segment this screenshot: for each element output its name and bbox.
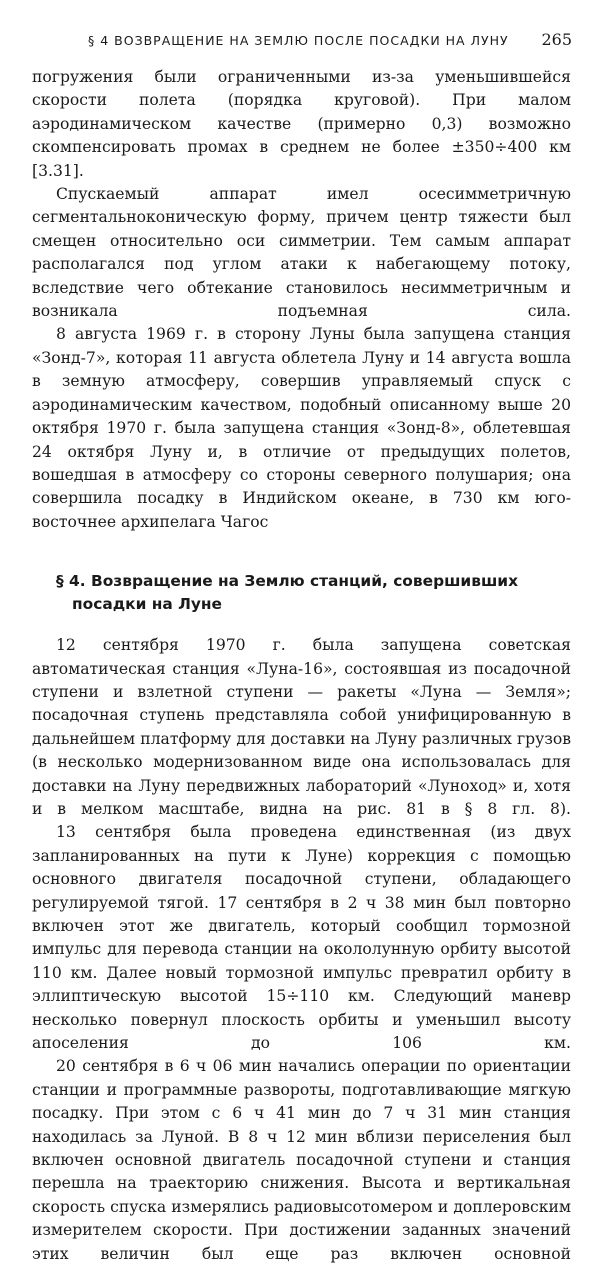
paragraph-continuation: погружения были ограниченными из-за уменьшившейся скорости полета (порядка круговой). При малом аэродинамическом качестве (примерно 0,3) возможно скомпенсировать промах в среднем не более ±350÷400 км [3.31]. <box>32 68 571 180</box>
paragraph-luna16-launch: 12 сентября 1970 г. была запущена советская автоматическая станция «Луна-16», состоявшая из посадочной ступени и взлетной ступени — ракеты «Луна — Земля»; посадочная ступень представляла собой унифицированную в дальнейшем платформу для доставки на Луну различных грузов (в несколько модернизованном виде она использовалась для доставки на Луну передвижных лабораторий «Луноход» и, хотя и в мелком масштабе, видна на рис. 81 в § 8 гл. 8). <box>32 636 571 818</box>
running-header <box>56 30 572 52</box>
paragraph-luna16-landing: 20 сентября в 6 ч 06 мин начались операции по ориентации станции и программные развороты, подготавливающие мягкую посадку. При этом с 6 ч 41 мин до 7 ч 31 мин станция находилась за Луной. В 8 ч 12 мин вблизи периселения был включен основной двигатель посадочной ступени и станция перешла на траекторию снижения. Высота и вертикальная скорость спуска измерялись радиовысотомером и доплеровским измерителем скорости. При достижении заданных значений этих величин был еще раз включен основной <box>32 1057 571 1263</box>
page-body <box>32 66 571 1266</box>
paragraph-descent-capsule: Спускаемый аппарат имел осесимметричную сегментальноконическую форму, причем центр тяжести был смещен относительно оси симметрии. Тем самым аппарат располагался под углом атаки к набегающему потоку, вследствие чего обтекание становилось несимметричным и возникала подъемная сила. <box>32 185 571 321</box>
paragraph-luna16-orbit: 13 сентября была проведена единственная (из двух запланированных на пути к Луне) коррекция с помощью основного двигателя посадочной ступени, обладающего регулируемой тягой. 17 сентября в 2 ч 38 мин был повторно включен этот же двигатель, который сообщил тормозной импульс для перевода станции на окололунную орбиту высотой 110 км. Далее новый тормозной импульс превратил орбиту в эллиптическую высотой 15÷110 км. Следующий маневр несколько повернул плоскость орбиты и уменьшил высоту апоселения до 106 км. <box>32 823 571 1053</box>
running-title: § 4 ВОЗВРАЩЕНИЕ НА ЗЕМЛЮ ПОСЛЕ ПОСАДКИ НА ЛУНУ <box>88 33 509 48</box>
section-heading-line2: посадки на Луне <box>72 595 222 614</box>
section-heading <box>32 570 571 616</box>
section-heading-line1: § 4. Возвращение на Землю станций, совершивших <box>56 572 519 591</box>
paragraph-zond-missions: 8 августа 1969 г. в сторону Луны была запущена станция «Зонд-7», которая 11 августа облетела Луну и 14 августа вошла в земную атмосферу, совершив управляемый спуск с аэродинамическим качеством, подобный описанному выше 20 октября 1970 г. была запущена станция «Зонд-8», облетевшая 24 октября Луну и, в отличие от предыдущих полетов, вошедшая в атмосферу со стороны северного полушария; она совершила посадку в Индийском океане, в 730 км юго-восточнее архипелага Чагос <box>32 325 571 531</box>
page-number: 265 <box>541 30 572 49</box>
